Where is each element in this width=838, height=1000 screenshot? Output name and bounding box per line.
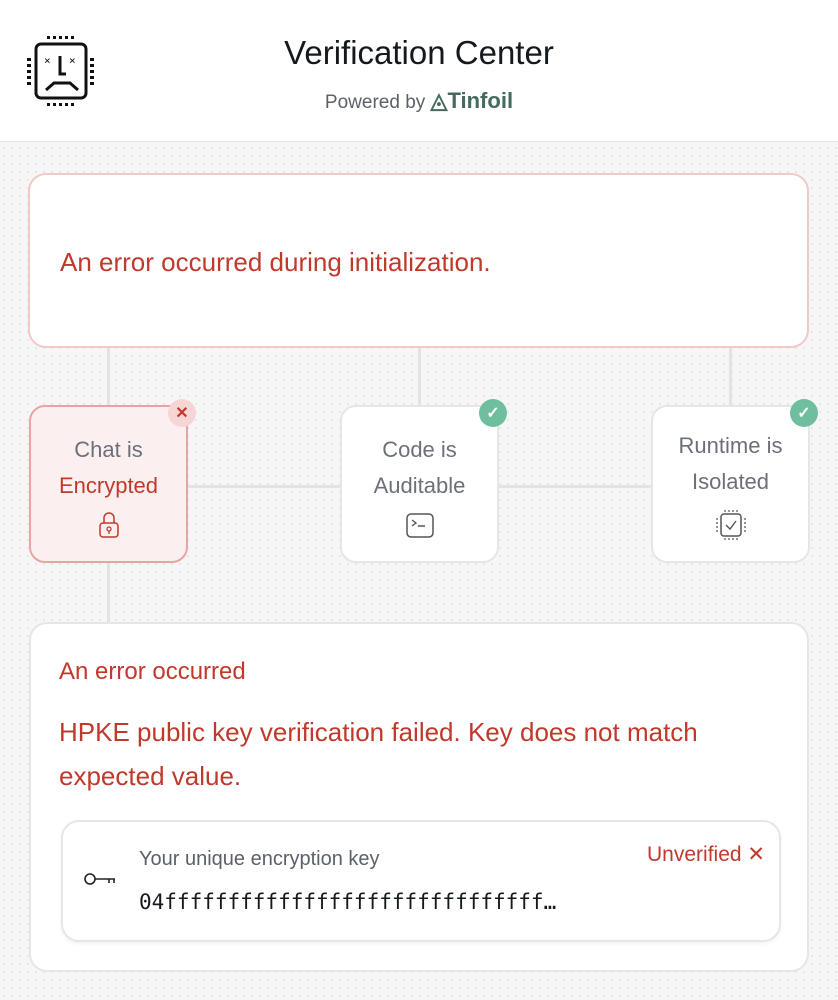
encryption-key-card xyxy=(61,820,781,942)
key-icon xyxy=(83,870,119,888)
key-label: Your unique encryption key xyxy=(139,848,380,870)
step-label: Chat is xyxy=(74,437,143,462)
connector xyxy=(418,348,421,405)
step-code-auditable[interactable] xyxy=(340,405,499,563)
powered-by xyxy=(0,88,838,114)
svg-text:×: × xyxy=(69,54,76,67)
connector xyxy=(107,348,110,405)
step-chat-encrypted[interactable] xyxy=(29,405,188,563)
tinfoil-logo-icon: ◬ xyxy=(430,88,448,113)
tinfoil-brand-link[interactable] xyxy=(431,88,514,113)
terminal-icon xyxy=(405,511,435,539)
svg-text:×: × xyxy=(44,54,51,67)
step-label: Runtime is xyxy=(678,433,783,458)
powered-by-label: Powered by xyxy=(324,92,426,113)
chip-check-icon xyxy=(713,507,749,543)
unverified-status: Unverified ✕ xyxy=(647,843,765,866)
step-runtime-isolated[interactable] xyxy=(651,405,810,563)
verified-badge-icon: ✓ xyxy=(479,399,507,427)
lock-icon xyxy=(98,511,120,539)
step-label: Code is xyxy=(382,437,457,462)
step-label: Encrypted xyxy=(58,473,159,498)
connector xyxy=(729,348,732,405)
connector xyxy=(188,485,340,488)
step-label: Isolated xyxy=(691,469,770,494)
error-detail-panel xyxy=(29,622,809,972)
key-value[interactable]: 04ffffffffffffffffffffffffffffff… xyxy=(139,890,557,914)
error-message: HPKE public key verification failed. Key does not match expected value. xyxy=(59,717,698,791)
initialization-error-message: An error occurred during initialization. xyxy=(60,247,491,277)
connector xyxy=(499,485,651,488)
verified-badge-icon: ✓ xyxy=(790,399,818,427)
page-title: Verification Center xyxy=(284,34,554,71)
step-label: Auditable xyxy=(373,473,466,498)
header xyxy=(0,0,838,142)
failed-badge-icon: ✕ xyxy=(168,399,196,427)
error-title: An error occurred xyxy=(59,658,246,685)
brand-name: Tinfoil xyxy=(447,88,514,113)
connector xyxy=(107,563,110,622)
initialization-error-panel xyxy=(28,173,809,348)
